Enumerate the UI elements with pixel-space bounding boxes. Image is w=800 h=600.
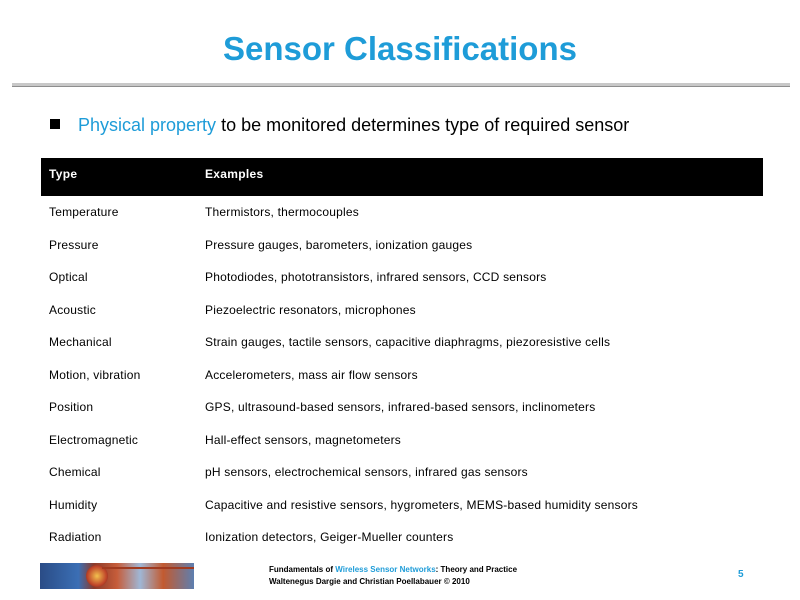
cell-type: Electromagnetic — [49, 432, 139, 447]
table-row — [41, 326, 763, 359]
cell-examples: Capacitive and resistive sensors, hygrometers, MEMS-based humidity sensors — [205, 497, 638, 512]
table-row — [41, 521, 763, 554]
table-row — [41, 489, 763, 522]
cell-type: Optical — [49, 270, 88, 285]
footer-citation — [269, 564, 517, 588]
cell-examples: GPS, ultrasound-based sensors, infrared-based sensors, inclinometers — [205, 400, 596, 415]
footer-highlight: Wireless Sensor Networks — [335, 565, 436, 574]
cell-type: Pressure — [49, 237, 99, 252]
cell-examples: Ionization detectors, Geiger-Mueller counters — [205, 530, 454, 545]
table-header-row — [41, 158, 763, 196]
footer-banner-image — [40, 563, 194, 589]
cell-type: Position — [49, 400, 94, 415]
cell-examples: Piezoelectric resonators, microphones — [205, 302, 416, 317]
cell-examples: pH sensors, electrochemical sensors, infrared gas sensors — [205, 465, 528, 480]
cell-examples: Thermistors, thermocouples — [205, 205, 359, 220]
footer-line-2: Waltenegus Dargie and Christian Poellabauer © 2010 — [269, 577, 470, 586]
table-row — [41, 196, 763, 229]
square-bullet-icon — [50, 119, 60, 129]
cell-examples: Hall-effect sensors, magnetometers — [205, 432, 401, 447]
table-row — [41, 294, 763, 327]
cell-type: Chemical — [49, 465, 101, 480]
cell-type: Mechanical — [49, 335, 112, 350]
cell-examples: Strain gauges, tactile sensors, capacitive diaphragms, piezoresistive cells — [205, 335, 611, 350]
table-row — [41, 424, 763, 457]
cell-type: Radiation — [49, 530, 102, 545]
page-number: 5 — [738, 569, 744, 580]
bullet-highlight: Physical property — [78, 115, 217, 135]
banner-bridge-graphic — [102, 567, 194, 589]
cell-type: Temperature — [49, 205, 119, 220]
cell-examples: Photodiodes, phototransistors, infrared sensors, CCD sensors — [205, 270, 547, 285]
header-examples: Examples — [197, 158, 763, 196]
cell-type: Motion, vibration — [49, 367, 141, 382]
table-row — [41, 391, 763, 424]
table-body — [41, 196, 763, 554]
table-row — [41, 359, 763, 392]
cell-examples: Pressure gauges, barometers, ionization gauges — [205, 237, 473, 252]
header-type: Type — [41, 158, 197, 196]
slide-title: Sensor Classifications — [223, 30, 577, 67]
footer-prefix: Fundamentals of — [269, 565, 336, 574]
title-divider — [12, 83, 790, 87]
table-row — [41, 229, 763, 262]
footer-line-1 — [269, 564, 517, 576]
cell-type: Acoustic — [49, 302, 96, 317]
cell-type: Humidity — [49, 497, 98, 512]
footer-suffix: : Theory and Practice — [435, 565, 518, 574]
bullet-point — [50, 115, 629, 136]
sensor-classification-table — [41, 158, 763, 554]
bullet-text: to be monitored determines type of required sensor — [216, 115, 630, 135]
cell-examples: Accelerometers, mass air flow sensors — [205, 367, 418, 382]
table-row — [41, 261, 763, 294]
table-row — [41, 456, 763, 489]
